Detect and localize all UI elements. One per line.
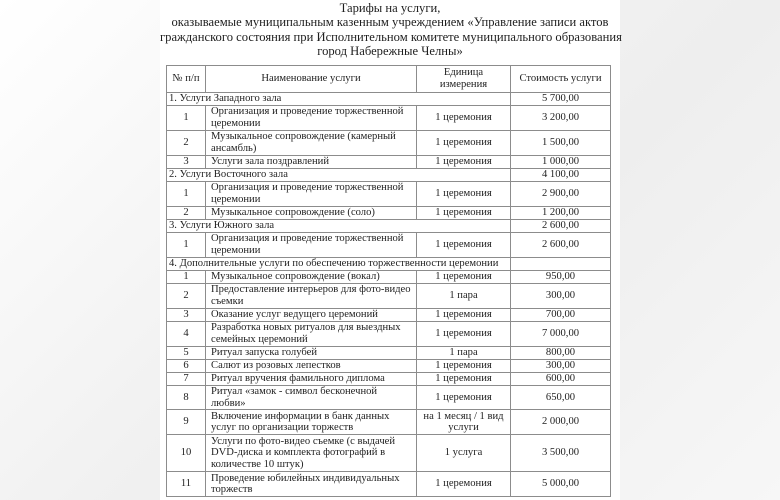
table-row [167, 233, 611, 258]
cell-cost: 3 200,00 [511, 106, 611, 131]
table-row [167, 156, 611, 169]
cell-num: 7 [167, 373, 206, 386]
table-row [167, 435, 611, 472]
cell-cost: 950,00 [511, 271, 611, 284]
cell-num: 1 [167, 271, 206, 284]
section-row [167, 220, 611, 233]
section-label: 2. Услуги Восточного зала [167, 169, 511, 182]
cell-num: 2 [167, 284, 206, 309]
document-page [160, 0, 620, 500]
cell-num: 2 [167, 207, 206, 220]
section-row [167, 93, 611, 106]
table-row [167, 386, 611, 410]
section-total: 5 700,00 [511, 93, 611, 106]
section-label: 1. Услуги Западного зала [167, 93, 511, 106]
cell-unit: на 1 месяц / 1 вид услуги [417, 410, 511, 435]
table-row [167, 472, 611, 497]
cell-unit: 1 церемония [417, 182, 511, 207]
cell-name: Музыкальное сопровождение (вокал) [206, 271, 417, 284]
cell-name: Ритуал запуска голубей [206, 347, 417, 360]
header-num: № п/п [167, 66, 206, 93]
document-title [160, 1, 620, 58]
cell-num: 2 [167, 131, 206, 156]
section-label: 4. Дополнительные услуги по обеспечению торжественности церемонии [167, 258, 511, 271]
cell-unit: 1 церемония [417, 207, 511, 220]
cell-cost: 600,00 [511, 373, 611, 386]
cell-cost: 700,00 [511, 309, 611, 322]
cell-num: 1 [167, 182, 206, 207]
cell-unit: 1 церемония [417, 472, 511, 497]
header-unit: Единица измерения [417, 66, 511, 93]
section-row [167, 258, 611, 271]
cell-name: Включение информации в банк данных услуг по организации торжеств [206, 410, 417, 435]
table-row [167, 322, 611, 347]
table-row [167, 360, 611, 373]
cell-unit: 1 услуга [417, 435, 511, 472]
table-body [167, 93, 611, 497]
cell-unit: 1 церемония [417, 271, 511, 284]
section-row [167, 169, 611, 182]
cell-name: Музыкальное сопровождение (камерный ансамбль) [206, 131, 417, 156]
cell-unit: 1 пара [417, 284, 511, 309]
table-row [167, 410, 611, 435]
cell-unit: 1 пара [417, 347, 511, 360]
cell-cost: 5 000,00 [511, 472, 611, 497]
cell-cost: 300,00 [511, 360, 611, 373]
cell-name: Организация и проведение торжественной церемонии [206, 182, 417, 207]
cell-num: 5 [167, 347, 206, 360]
cell-cost: 800,00 [511, 347, 611, 360]
cell-unit: 1 церемония [417, 131, 511, 156]
table-row [167, 131, 611, 156]
section-total [511, 258, 611, 271]
cell-num: 4 [167, 322, 206, 347]
table-row [167, 309, 611, 322]
cell-cost: 7 000,00 [511, 322, 611, 347]
cell-unit: 1 церемония [417, 106, 511, 131]
cell-unit: 1 церемония [417, 360, 511, 373]
cell-name: Салют из розовых лепестков [206, 360, 417, 373]
cell-num: 11 [167, 472, 206, 497]
title-line: Тарифы на услуги, [339, 1, 441, 15]
cell-name: Оказание услуг ведущего церемоний [206, 309, 417, 322]
section-label: 3. Услуги Южного зала [167, 220, 511, 233]
cell-unit: 1 церемония [417, 156, 511, 169]
table-row [167, 207, 611, 220]
cell-num: 1 [167, 106, 206, 131]
cell-name: Музыкальное сопровождение (соло) [206, 207, 417, 220]
cell-num: 1 [167, 233, 206, 258]
cell-name: Предоставление интерьеров для фото-видео съемки [206, 284, 417, 309]
cell-cost: 2 900,00 [511, 182, 611, 207]
cell-name: Ритуал вручения фамильного диплома [206, 373, 417, 386]
cell-cost: 1 500,00 [511, 131, 611, 156]
cell-cost: 3 500,00 [511, 435, 611, 472]
cell-cost: 1 200,00 [511, 207, 611, 220]
cell-name: Проведение юбилейных индивидуальных торжеств [206, 472, 417, 497]
table-row [167, 373, 611, 386]
section-total: 2 600,00 [511, 220, 611, 233]
cell-unit: 1 церемония [417, 373, 511, 386]
cell-num: 8 [167, 386, 206, 410]
cell-name: Услуги зала поздравлений [206, 156, 417, 169]
cell-name: Ритуал «замок - символ бесконечной любви» [206, 386, 417, 410]
tariffs-table [166, 65, 611, 497]
header-cost: Стоимость услуги [511, 66, 611, 93]
cell-cost: 2 000,00 [511, 410, 611, 435]
cell-num: 9 [167, 410, 206, 435]
cell-unit: 1 церемония [417, 309, 511, 322]
cell-num: 3 [167, 156, 206, 169]
table-row [167, 284, 611, 309]
title-line: город Набережные Челны» [317, 43, 463, 58]
cell-name: Разработка новых ритуалов для выездных семейных церемоний [206, 322, 417, 347]
cell-unit: 1 церемония [417, 233, 511, 258]
cell-num: 3 [167, 309, 206, 322]
title-line: гражданского состояния при Исполнительном комитете муниципального образования [160, 29, 622, 44]
header-name: Наименование услуги [206, 66, 417, 93]
table-row [167, 182, 611, 207]
table-header-row [167, 66, 611, 93]
cell-num: 10 [167, 435, 206, 472]
cell-unit: 1 церемония [417, 322, 511, 347]
cell-name: Организация и проведение торжественной церемонии [206, 106, 417, 131]
table-row [167, 271, 611, 284]
cell-cost: 300,00 [511, 284, 611, 309]
cell-unit: 1 церемония [417, 386, 511, 410]
cell-name: Организация и проведение торжественной церемонии [206, 233, 417, 258]
table-row [167, 347, 611, 360]
title-line: оказываемые муниципальным казенным учреждением «Управление записи актов [171, 15, 609, 30]
cell-cost: 2 600,00 [511, 233, 611, 258]
section-total: 4 100,00 [511, 169, 611, 182]
cell-name: Услуги по фото-видео съемке (с выдачей DVD-диска и комплекта фотографий в количестве 10 штук) [206, 435, 417, 472]
table-row [167, 106, 611, 131]
cell-cost: 650,00 [511, 386, 611, 410]
cell-num: 6 [167, 360, 206, 373]
cell-cost: 1 000,00 [511, 156, 611, 169]
